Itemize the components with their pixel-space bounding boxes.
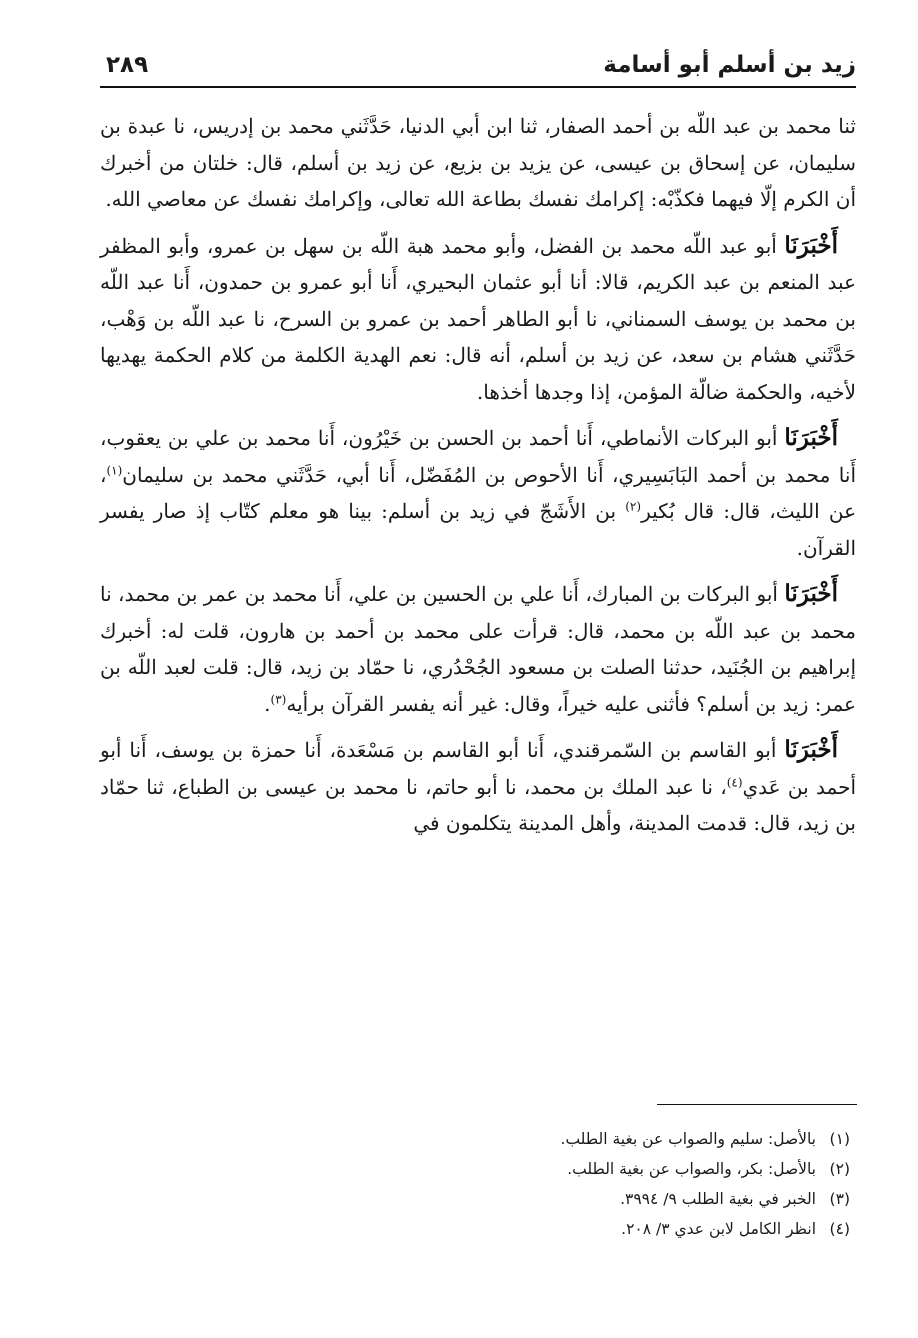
akhbarana-lead: أَخْبَرَنَا: [784, 580, 838, 607]
paragraph-3-text-a: أبو البركات الأنماطي، أَنا أحمد بن الحسن بن خَيْرُون، أَنا محمد بن علي بن يعقوب، أَنا محمد بن أحمد البَابَسِيري، أَنا الأحوص بن المُفَضّل، أَنا أبي، حَدَّثَني محمد بن سليمان: [100, 426, 856, 487]
footnote-separator: [657, 1104, 857, 1105]
main-text: [100, 108, 856, 852]
footnote-1: [100, 1124, 856, 1154]
footnote-mark: (٢): [829, 1160, 850, 1178]
paragraph-4-text-b: .: [264, 691, 271, 716]
paragraph-4-text-a: أبو البركات بن المبارك، أَنا علي بن الحسين بن علي، أَنا محمد بن عمر بن محمد، نا محمد بن عبد اللّه بن محمد، قال: قرأت على محمد بن أحمد بن هارون، قلت له: أخبرك إبراهيم بن الجُنَيد، حدثنا الصلت بن مسعود الجُحْدُري، نا حمّاد بن زيد، قال: قلت لعبد اللّه بن عمر: زيد بن أسلم؟ فأثنى عليه خيراً، وقال: غير أنه يفسر القرآن برأيه: [100, 582, 856, 716]
footnote-ref-3: (٣): [270, 691, 287, 706]
footnote-text: بالأصل: بكر، والصواب عن بغية الطلب.: [567, 1160, 816, 1178]
akhbarana-lead: أَخْبَرَنَا: [784, 231, 838, 259]
footnote-text: الخبر في بغية الطلب ٩/ ٣٩٩٤.: [620, 1190, 816, 1208]
paragraph-1-text: ثنا محمد بن عبد اللّه بن أحمد الصفار، ثنا ابن أبي الدنيا، حَدَّثَني محمد بن إدريس، نا عبدة بن سليمان، عن إسحاق بن عيسى، عن يزيد بن بزيع، عن زيد بن أسلم، قال: خلتان من أخبرك أن الكرم إلّا فيهما فكذّبْه: إكرامك نفسك بطاعة الله تعالى، وإكرامك نفسك عن معاصي الله.: [100, 114, 856, 211]
page-number: ٢٨٩: [106, 52, 149, 78]
footnote-3: [100, 1184, 856, 1214]
paragraph-2-text: أبو عبد اللّه محمد بن الفضل، وأبو محمد هبة اللّه بن سهل بن عمرو، وأبو المظفر عبد المنعم بن عبد الكريم، قالا: أنا أبو عثمان البحيري، أَنا أبو عمرو بن حمدون، أَنا عبد اللّه بن محمد بن يوسف السمناني، نا أبو الطاهر أحمد بن عمرو بن السرح، نا عبد اللّه بن وَهْب، حَدَّثَني هشام بن سعد، عن زيد بن أسلم، أنه قال: نعم الهدية الكلمة من كلام الحكمة يهديها لأخيه، والحكمة ضالّة المؤمن، إذا وجدها أخذها.: [100, 233, 856, 404]
footnote-ref-2: (٢): [625, 499, 642, 514]
running-title: زيد بن أسلم أبو أسامة: [603, 52, 856, 78]
akhbarana-lead: أَخْبَرَنَا: [784, 736, 838, 763]
footnote-text: بالأصل: سليم والصواب عن بغية الطلب.: [560, 1130, 816, 1148]
footnote-2: [100, 1154, 856, 1184]
footnote-mark: (١): [829, 1130, 850, 1148]
footnote-mark: (٤): [829, 1220, 850, 1238]
paragraph-5-text-a: أبو القاسم بن السّمرقندي، أَنا أبو القاسم بن مَسْعَدة، أَنا حمزة بن يوسف، أَنا أبو أحمد بن عَدي: [100, 738, 856, 799]
footnotes: [100, 1124, 856, 1244]
paragraph-3-text-c: بن الأَشَجّ في زيد بن أسلم: بينا هو معلم كتّاب إذ صار يفسر القرآن.: [100, 499, 856, 560]
footnote-mark: (٣): [829, 1190, 850, 1208]
paragraph-4: [100, 576, 856, 722]
paragraph-2: [100, 228, 856, 411]
paragraph-3-text-b: ، عن الليث، قال: قال بُكير: [100, 462, 857, 523]
footnote-text: انظر الكامل لابن عدي ٣/ ٢٠٨.: [621, 1220, 816, 1238]
paragraph-3: [100, 420, 856, 566]
footnote-ref-1: (١): [106, 462, 123, 477]
page-header: [100, 46, 856, 88]
paragraph-1: [100, 108, 856, 218]
footnote-ref-4: (٤): [726, 774, 743, 789]
paragraph-5-text-b: ، نا عبد الملك بن محمد، نا أبو حاتم، نا محمد بن عيسى بن الطباع، ثنا حمّاد بن زيد، قال: قدمت المدينة، وأهل المدينة يتكلمون في: [100, 774, 856, 835]
paragraph-5: [100, 732, 856, 842]
akhbarana-lead: أَخْبَرَنَا: [784, 424, 838, 451]
footnote-4: [100, 1214, 856, 1244]
